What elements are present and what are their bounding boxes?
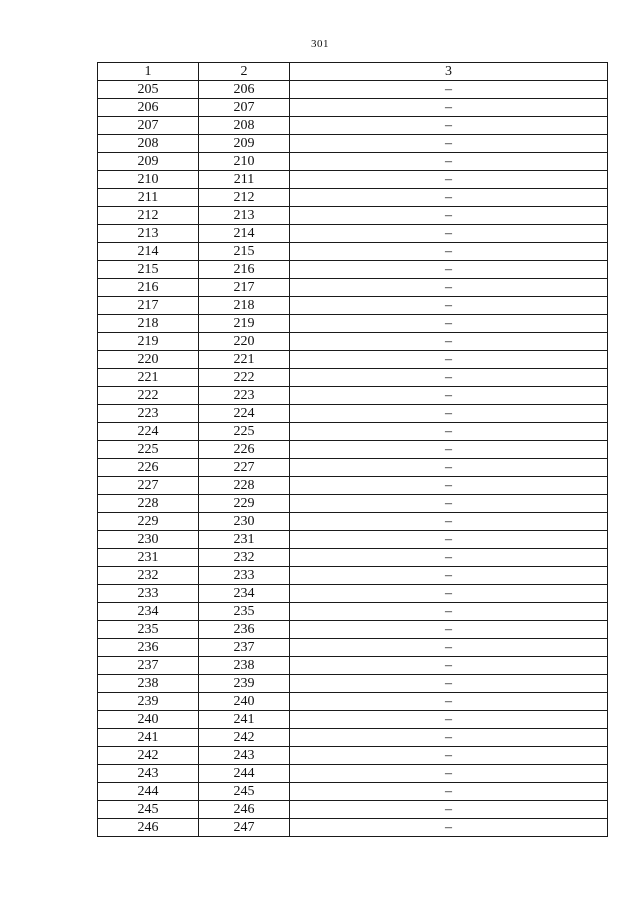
table-cell: 245	[199, 783, 290, 801]
table-cell: –	[290, 117, 608, 135]
table-row	[98, 801, 608, 819]
table-cell: 207	[98, 117, 199, 135]
table-row	[98, 387, 608, 405]
table-row	[98, 603, 608, 621]
table-cell: 241	[199, 711, 290, 729]
table-row	[98, 675, 608, 693]
table-cell: 215	[199, 243, 290, 261]
data-table	[97, 62, 608, 837]
page-number: 301	[311, 38, 329, 50]
table-cell: 231	[199, 531, 290, 549]
table-cell: –	[290, 657, 608, 675]
table-cell: 211	[199, 171, 290, 189]
table-cell: –	[290, 549, 608, 567]
table-cell: 239	[98, 693, 199, 711]
table-cell: –	[290, 567, 608, 585]
table-row	[98, 441, 608, 459]
table-cell: 229	[98, 513, 199, 531]
table-cell: –	[290, 531, 608, 549]
table-row	[98, 549, 608, 567]
table-cell: –	[290, 207, 608, 225]
table-cell: 247	[199, 819, 290, 837]
table-cell: 232	[98, 567, 199, 585]
table-row	[98, 585, 608, 603]
table-cell: 242	[199, 729, 290, 747]
table-cell: –	[290, 171, 608, 189]
table-cell: 221	[98, 369, 199, 387]
table-cell: 218	[199, 297, 290, 315]
table-cell: –	[290, 459, 608, 477]
table-cell: 224	[199, 405, 290, 423]
table-cell: 239	[199, 675, 290, 693]
table-cell: 220	[98, 351, 199, 369]
table-cell: 222	[98, 387, 199, 405]
table-cell: –	[290, 603, 608, 621]
table-cell: 207	[199, 99, 290, 117]
table-cell: –	[290, 369, 608, 387]
table-row	[98, 153, 608, 171]
table-cell: –	[290, 747, 608, 765]
table-cell: 238	[199, 657, 290, 675]
table-row	[98, 99, 608, 117]
table-cell: 246	[199, 801, 290, 819]
table-cell: 236	[199, 621, 290, 639]
table-cell: 216	[199, 261, 290, 279]
table-header	[98, 63, 608, 81]
table-cell: 240	[98, 711, 199, 729]
table-cell: –	[290, 279, 608, 297]
table-cell: 235	[98, 621, 199, 639]
table-cell: 223	[199, 387, 290, 405]
table-row	[98, 657, 608, 675]
table-cell: 213	[199, 207, 290, 225]
table-cell: –	[290, 441, 608, 459]
table-cell: 209	[199, 135, 290, 153]
table-cell: –	[290, 351, 608, 369]
table-row	[98, 243, 608, 261]
table-cell: –	[290, 315, 608, 333]
table-cell: –	[290, 261, 608, 279]
column-header: 1	[98, 63, 199, 81]
table-cell: –	[290, 513, 608, 531]
table-cell: 212	[98, 207, 199, 225]
table-row	[98, 783, 608, 801]
table-row	[98, 315, 608, 333]
table-cell: 238	[98, 675, 199, 693]
table-cell: –	[290, 99, 608, 117]
table-row	[98, 297, 608, 315]
table-cell: 219	[199, 315, 290, 333]
table-cell: 243	[199, 747, 290, 765]
table-cell: 235	[199, 603, 290, 621]
table-cell: 226	[199, 441, 290, 459]
table-cell: 206	[98, 99, 199, 117]
table-row	[98, 189, 608, 207]
table-cell: –	[290, 765, 608, 783]
table-row	[98, 639, 608, 657]
table-cell: –	[290, 729, 608, 747]
table-row	[98, 621, 608, 639]
table-cell: –	[290, 693, 608, 711]
table-cell: 223	[98, 405, 199, 423]
table-cell: –	[290, 783, 608, 801]
table-row	[98, 513, 608, 531]
table-cell: 230	[199, 513, 290, 531]
table-cell: 230	[98, 531, 199, 549]
table-cell: 212	[199, 189, 290, 207]
table-row	[98, 369, 608, 387]
table-row	[98, 225, 608, 243]
table-cell: 209	[98, 153, 199, 171]
table-cell: 218	[98, 315, 199, 333]
table-row	[98, 477, 608, 495]
table-cell: 241	[98, 729, 199, 747]
table-cell: 245	[98, 801, 199, 819]
table-cell: 205	[98, 81, 199, 99]
table-cell: 237	[98, 657, 199, 675]
table-row	[98, 171, 608, 189]
table-row	[98, 423, 608, 441]
table-cell: 244	[199, 765, 290, 783]
table-cell: 210	[98, 171, 199, 189]
table-cell: 227	[199, 459, 290, 477]
table-cell: 236	[98, 639, 199, 657]
table-cell: 221	[199, 351, 290, 369]
table-cell: 217	[98, 297, 199, 315]
table-cell: 243	[98, 765, 199, 783]
table-cell: 237	[199, 639, 290, 657]
table-row	[98, 711, 608, 729]
table-cell: 215	[98, 261, 199, 279]
table-cell: –	[290, 189, 608, 207]
column-header: 2	[199, 63, 290, 81]
table-cell: 225	[98, 441, 199, 459]
table-cell: –	[290, 621, 608, 639]
table-row	[98, 207, 608, 225]
table-cell: 233	[98, 585, 199, 603]
table-cell: 244	[98, 783, 199, 801]
table-cell: 234	[98, 603, 199, 621]
table-cell: –	[290, 405, 608, 423]
table-cell: –	[290, 297, 608, 315]
table-row	[98, 261, 608, 279]
table-cell: 233	[199, 567, 290, 585]
table-row	[98, 567, 608, 585]
table-row	[98, 765, 608, 783]
table-cell: 240	[199, 693, 290, 711]
table-cell: 208	[98, 135, 199, 153]
table-cell: –	[290, 477, 608, 495]
table-cell: 217	[199, 279, 290, 297]
table-cell: 219	[98, 333, 199, 351]
table-cell: 229	[199, 495, 290, 513]
table-row	[98, 819, 608, 837]
table-cell: 216	[98, 279, 199, 297]
table-row	[98, 279, 608, 297]
table-row	[98, 693, 608, 711]
table-row	[98, 495, 608, 513]
table-cell: –	[290, 495, 608, 513]
table-row	[98, 459, 608, 477]
table-cell: –	[290, 225, 608, 243]
table-cell: –	[290, 711, 608, 729]
table-cell: 227	[98, 477, 199, 495]
table-cell: –	[290, 585, 608, 603]
table-cell: 213	[98, 225, 199, 243]
table-row	[98, 405, 608, 423]
table-cell: 224	[98, 423, 199, 441]
table-cell: –	[290, 153, 608, 171]
table-row	[98, 333, 608, 351]
table-cell: –	[290, 243, 608, 261]
table-cell: 210	[199, 153, 290, 171]
table-cell: 232	[199, 549, 290, 567]
table-row	[98, 81, 608, 99]
table-cell: 234	[199, 585, 290, 603]
table-cell: 226	[98, 459, 199, 477]
table-cell: –	[290, 81, 608, 99]
table-cell: 220	[199, 333, 290, 351]
table-cell: –	[290, 639, 608, 657]
table-cell: 208	[199, 117, 290, 135]
table-row	[98, 747, 608, 765]
table-cell: 231	[98, 549, 199, 567]
table-body	[98, 81, 608, 837]
table-row	[98, 729, 608, 747]
table-cell: 222	[199, 369, 290, 387]
table-cell: 228	[199, 477, 290, 495]
table-row	[98, 117, 608, 135]
table-row	[98, 135, 608, 153]
table-cell: –	[290, 423, 608, 441]
table-cell: –	[290, 675, 608, 693]
column-header: 3	[290, 63, 608, 81]
table-cell: –	[290, 387, 608, 405]
table-cell: 246	[98, 819, 199, 837]
table-cell: 211	[98, 189, 199, 207]
table-cell: 242	[98, 747, 199, 765]
table-cell: 225	[199, 423, 290, 441]
table-cell: 214	[98, 243, 199, 261]
table-cell: 228	[98, 495, 199, 513]
table-cell: 214	[199, 225, 290, 243]
table-cell: –	[290, 819, 608, 837]
header-row	[98, 63, 608, 81]
table-cell: –	[290, 135, 608, 153]
table-row	[98, 351, 608, 369]
table-cell: –	[290, 333, 608, 351]
table-cell: –	[290, 801, 608, 819]
table-row	[98, 531, 608, 549]
table-cell: 206	[199, 81, 290, 99]
